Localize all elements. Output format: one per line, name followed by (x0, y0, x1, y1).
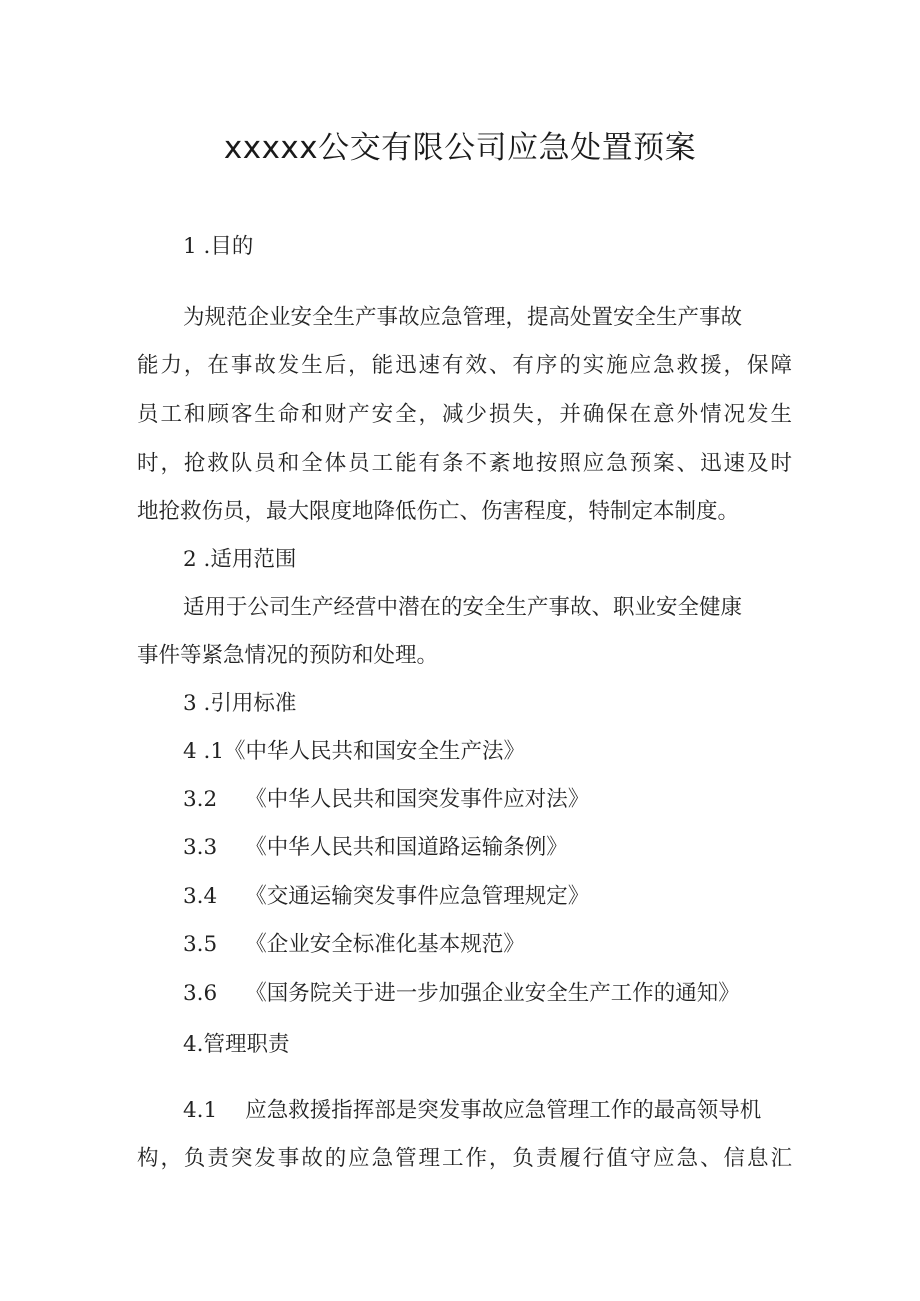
clause-text: 应急救援指挥部是突发事故应急管理工作的最高领导机 (245, 1098, 762, 1123)
document-title: xxxxx公交有限公司应急处置预案 (223, 130, 697, 166)
reference-title: 《中华人民共和国安全生产法》 (224, 739, 526, 764)
reference-item (0, 979, 920, 1009)
reference-number: 3.4 (183, 884, 218, 909)
paragraph-line: 员工和顾客生命和财产安全，减少损失，并确保在意外情况发生 (137, 402, 792, 427)
paragraph-line: 构，负责突发事故的应急管理工作，负责履行值守应急、信息汇 (137, 1146, 792, 1171)
reference-number: 3.5 (183, 932, 218, 957)
paragraph-line: 能力，在事故发生后，能迅速有效、有序的实施应急救援，保障 (137, 353, 792, 378)
section-heading-scope: 2 .适用范围 (183, 547, 297, 572)
section-heading-purpose: 1 .目的 (183, 234, 254, 259)
section-heading-responsibilities: 4.管理职责 (183, 1032, 290, 1057)
reference-number: 4 .1 (183, 739, 225, 764)
reference-number: 3.3 (183, 835, 218, 860)
reference-title: 《企业安全标准化基本规范》 (245, 932, 525, 957)
reference-title: 《国务院关于进一步加强企业安全生产工作的通知》 (245, 981, 740, 1006)
paragraph-line (0, 1096, 920, 1126)
reference-title: 《中华人民共和国突发事件应对法》 (245, 787, 590, 812)
paragraph-line: 为规范企业安全生产事故应急管理，提高处置安全生产事故 (183, 305, 743, 330)
section-heading-references: 3 .引用标准 (183, 691, 297, 716)
reference-item (0, 833, 920, 863)
paragraph-line: 适用于公司生产经营中潜在的安全生产事故、职业安全健康 (183, 595, 743, 620)
reference-item (0, 930, 920, 960)
reference-item (0, 737, 920, 767)
reference-item (0, 785, 920, 815)
reference-title: 《交通运输突发事件应急管理规定》 (245, 884, 590, 909)
paragraph-line: 事件等紧急情况的预防和处理。 (137, 643, 439, 668)
paragraph-line: 时，抢救队员和全体员工能有条不紊地按照应急预案、迅速及时 (137, 451, 792, 476)
reference-item (0, 882, 920, 912)
clause-number: 4.1 (183, 1098, 218, 1123)
paragraph-line: 地抢救伤员，最大限度地降低伤亡、伤害程度，特制定本制度。 (137, 499, 740, 524)
reference-number: 3.6 (183, 981, 218, 1006)
reference-number: 3.2 (183, 787, 218, 812)
reference-title: 《中华人民共和国道路运输条例》 (245, 835, 568, 860)
